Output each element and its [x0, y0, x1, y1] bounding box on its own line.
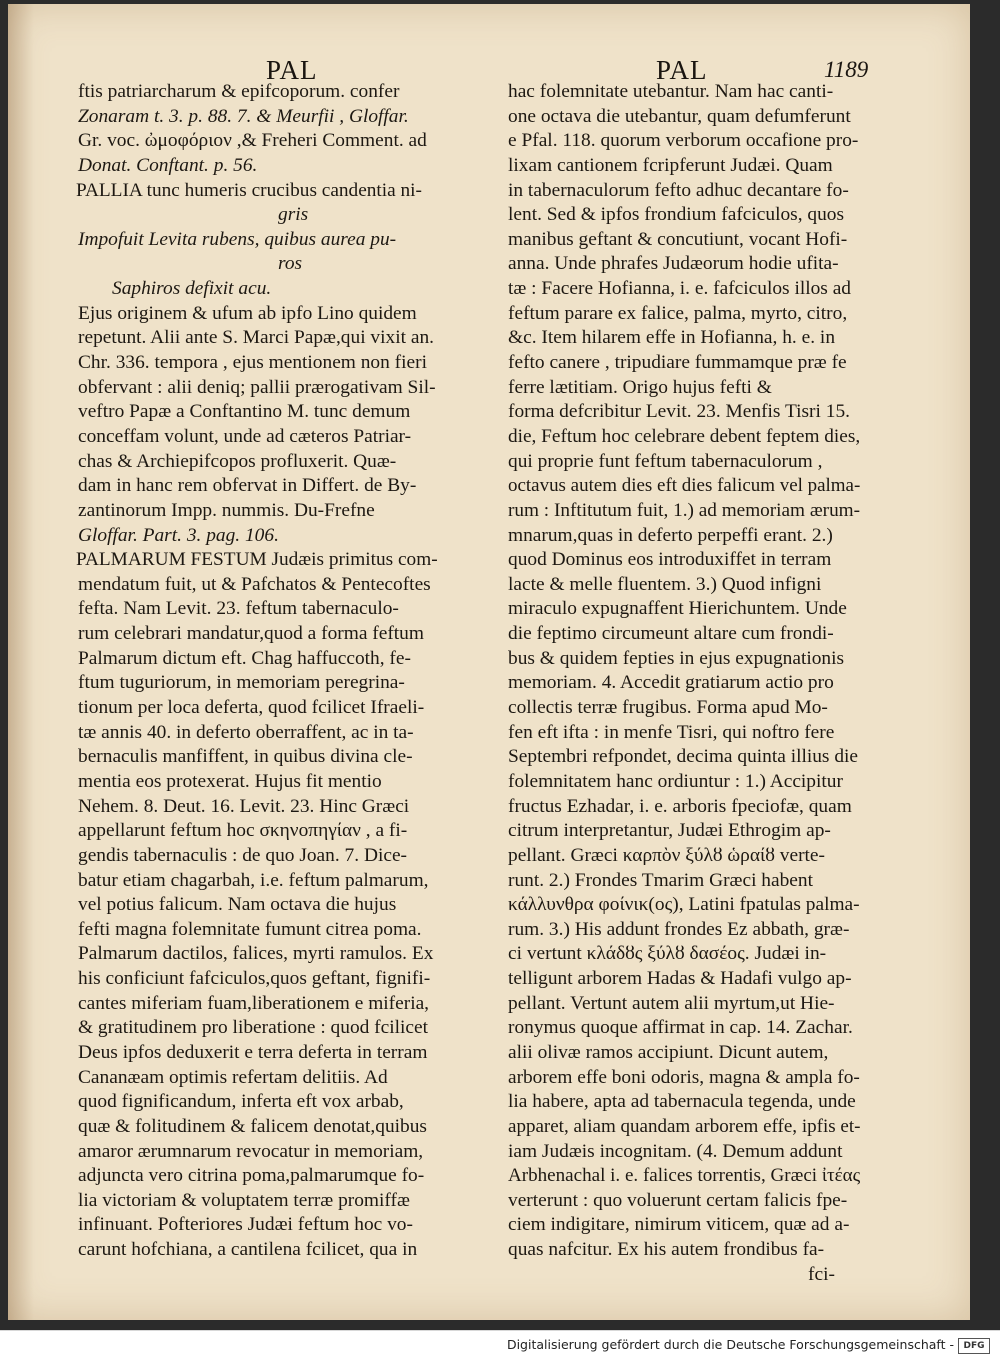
text-line: mendatum fuit, ut & Pafchatos & Pentecoftes [78, 573, 431, 595]
text-line: octavus autem dies eft dies falicum vel palma- [508, 475, 861, 497]
text-line: PALLIA tunc humeris crucibus candentia ni- [76, 179, 422, 201]
text-line: pellant. Græci καρπὸν ξύλȣ ὡραίȣ verte- [508, 844, 825, 866]
text-line: Ejus originem & ufum ab ipfo Lino quidem [78, 302, 417, 324]
text-line: Septembri refpondet, decima quinta illius die [508, 746, 859, 768]
text-line: Donat. Conftant. p. 56. [78, 154, 258, 176]
text-line: carunt hofchiana, a cantilena fcilicet, qua in [78, 1239, 418, 1261]
text-line: telligunt arborem Hadas & Hadafi vulgo ap- [508, 968, 852, 990]
text-line: ftum tuguriorum, in memoriam peregrina- [78, 672, 405, 694]
text-line: Deus ipfos deduxerit e terra deferta in terram [78, 1041, 428, 1063]
running-head-right: PAL [656, 55, 708, 85]
text-line: quas nafcitur. Ex his autem frondibus fa- [508, 1239, 825, 1261]
text-line: & gratitudinem pro liberatione : quod fcilicet [78, 1017, 429, 1039]
text-line: ronymus quoque affirmat in cap. 14. Zachar. [508, 1017, 853, 1039]
text-line: obfervant : alii deniq; pallii prærogativam Sil- [78, 376, 436, 398]
text-line: conceffam volunt, unde ad cæteros Patriar- [78, 425, 412, 447]
text-line: Chr. 336. tempora , ejus mentionem non fieri [78, 352, 427, 374]
text-line: ci vertunt κλάδȣς ξύλȣ δασέος. Judæi in- [508, 943, 827, 965]
text-line: Palmarum dictum eft. Chag haffuccoth, fe- [78, 647, 411, 669]
text-line: forma defcribitur Levit. 23. Menfis Tisri 15. [508, 401, 850, 423]
text-line: Arbhenachal i. e. falices torrentis, Græci ἰτέας [508, 1165, 861, 1187]
right-text-column [508, 80, 860, 1287]
text-line: fructus Ezhadar, i. e. arboris fpeciofæ, quam [508, 795, 852, 817]
text-line: infinuant. Pofteriores Judæi feftum hoc vo- [78, 1214, 413, 1236]
text-line: Impofuit Levita rubens, quibus aurea pu- [78, 228, 397, 250]
text-line: batur etiam chagarbah, i.e. feftum palmarum, [78, 869, 429, 891]
text-line: amaror ærumnarum revocatur in memoriam, [78, 1140, 424, 1162]
text-line: gris [278, 204, 309, 226]
text-line: κάλλυνθρα φοίνικ(ος), Latini fpatulas palma- [508, 894, 860, 916]
text-line: qui proprie funt feftum tabernaculorum , [508, 450, 823, 472]
text-line: repetunt. Alii ante S. Marci Papæ,qui vixit an. [78, 327, 434, 349]
text-line: feftum parare ex falice, palma, myrto, citro, [508, 302, 848, 324]
text-line: bus & quidem fepties in ejus expugnationis [508, 647, 845, 669]
text-line: alii olivæ ramos accipiunt. Dicunt autem, [508, 1041, 829, 1063]
text-line: hac folemnitate utebantur. Nam hac canti- [508, 81, 834, 102]
text-line: arborem effe boni odoris, magna & ampla fo- [508, 1066, 860, 1088]
text-line: rum. 3.) His addunt frondes Ez abbath, græ- [508, 918, 850, 940]
text-line: PALMARUM FESTUM Judæis primitus com- [76, 549, 438, 571]
text-line: die, Feftum hoc celebrare debent feptem dies, [508, 425, 861, 447]
text-line: fefta. Nam Levit. 23. feftum tabernaculo- [78, 598, 399, 620]
text-line: quod Dominus eos introduxiffet in terram [508, 549, 832, 571]
text-line: verterunt : quo voluerunt certam falicis fpe- [508, 1189, 848, 1211]
text-line: Gr. voc. ὠμοφόριον ,& Freheri Comment. ad [78, 130, 427, 152]
text-line: lacte & melle fluentem. 3.) Quod infigni [508, 573, 822, 595]
text-line: Saphiros defixit acu. [112, 278, 272, 300]
text-line: lia habere, apta ad tabernacula tegenda, unde [508, 1091, 856, 1113]
text-line: Nehem. 8. Deut. 16. Levit. 23. Hinc Græci [78, 795, 410, 817]
text-line: anna. Unde phrafes Judæorum hodie ufita- [508, 253, 839, 275]
text-line: one octava die utebantur, quam defumferunt [508, 105, 851, 127]
left-text-column [78, 80, 470, 1263]
text-line: Zonaram t. 3. p. 88. 7. & Meurfii , Gloffar. [78, 105, 409, 127]
text-line: veftro Papæ a Conftantino M. tunc demum [78, 401, 411, 423]
dfg-logo-icon: DFG [958, 1338, 990, 1354]
text-line: collectis terræ frugibus. Forma apud Mo- [508, 697, 828, 719]
text-line: die feptimo circumeunt altare cum frondi- [508, 623, 834, 645]
text-line: fefti magna folemnitate fumunt citrea poma. [78, 918, 422, 940]
text-line: runt. 2.) Frondes Tmarim Græci habent [508, 869, 813, 891]
text-line: folemnitatem hanc ordiuntur : 1.) Accipitur [508, 770, 843, 792]
text-line: bernaculis manfiffent, in quibus divina cle- [78, 746, 413, 768]
running-head-left: PAL [266, 55, 318, 85]
text-line: lent. Sed & ipfos frondium fafciculos, quos [508, 204, 845, 226]
text-line: pellant. Vertunt autem alii myrtum,ut Hie- [508, 992, 835, 1014]
text-line: tæ : Facere Hofianna, i. e. fafciculos illos ad [508, 278, 851, 300]
text-line: fci- [808, 1263, 835, 1285]
text-line: lixam cantionem fcripferunt Judæi. Quam [508, 154, 833, 176]
text-line: tæ annis 40. in deferto oberraffent, ac in ta- [78, 721, 414, 743]
text-line: rum : Inftitutum fuit, 1.) ad memoriam ærum- [508, 499, 861, 521]
text-line: mnarum,quas in deferto perpeffi erant. 2.) [508, 524, 833, 546]
text-line: miraculo expugnaffent Hierichuntem. Unde [508, 598, 847, 620]
text-line: lia victoriam & voluptatem terræ promiffæ [78, 1189, 410, 1211]
text-line: fefto canere , tripudiare fummamque præ fe [508, 352, 847, 374]
text-line: memoriam. 4. Accedit gratiarum actio pro [508, 672, 834, 694]
text-line: citrum interpretantur, Judæi Ethrogim ap- [508, 820, 831, 842]
text-line: gendis tabernaculis : de quo Joan. 7. Dice- [78, 844, 408, 866]
text-line: adjuncta vero citrina poma,palmarumque fo- [78, 1165, 425, 1187]
digitization-footer [0, 1330, 1000, 1359]
text-line: iam Judæis incognitam. (4. Demum addunt [508, 1140, 843, 1162]
text-line: appellarunt feftum hoc σκηνοπηγίαν , a fi- [78, 820, 408, 842]
page-number: 1189 [824, 57, 869, 82]
text-line: Cananæam optimis refertam delitiis. Ad [78, 1066, 388, 1088]
text-line: ferre lætitiam. Origo hujus fefti & [508, 376, 772, 398]
text-line: mentia eos protexerat. Hujus fit mentio [78, 770, 382, 792]
text-line: vel potius falicum. Nam octava die hujus [78, 894, 397, 916]
text-line: fen eft ifta : in menfe Tisri, qui noftro fere [508, 721, 835, 743]
text-line: apparet, aliam quandam arborem effe, ipfis et- [508, 1115, 861, 1137]
text-line: tionum per loca deferta, quod fcilicet Ifraeli- [78, 697, 425, 719]
book-page [8, 4, 970, 1320]
text-line: rum celebrari mandatur,quod a forma feftum [78, 623, 424, 645]
text-line: ftis patriarcharum & epifcoporum. confer [78, 81, 400, 102]
text-line: his conficiunt fafciculos,quos geftant, fignifi- [78, 968, 431, 990]
text-line: Gloffar. Part. 3. pag. 106. [78, 524, 279, 546]
text-line: dam in hanc rem obfervat in Differt. de By- [78, 475, 417, 497]
text-line: zantinorum Impp. nummis. Du-Frefne [78, 499, 375, 521]
text-line: &c. Item hilarem effe in Hofianna, h. e. in [508, 327, 836, 349]
text-line: Palmarum dactilos, falices, myrti ramulos. Ex [78, 943, 434, 965]
text-line: chas & Archiepifcopos profluxerit. Quæ- [78, 450, 397, 472]
text-line: quod fignificandum, inferta eft vox arbab, [78, 1091, 404, 1113]
text-line: in tabernaculorum fefto adhuc decantare fo- [508, 179, 849, 201]
text-line: manibus geftant & concutiunt, vocant Hofi- [508, 228, 848, 250]
text-line: cantes miferiam fuam,liberationem e miferia, [78, 992, 430, 1014]
text-line: quæ & folitudinem & falicem denotat,quibus [78, 1115, 427, 1137]
text-line: ciem indigitare, nimirum viticem, quæ ad a- [508, 1214, 850, 1236]
text-line: e Pfal. 118. quorum verborum occafione pro- [508, 130, 859, 152]
funding-credit: Digitalisierung gefördert durch die Deutsche Forschungsgemeinschaft - [506, 1337, 954, 1352]
text-line: ros [278, 253, 303, 275]
